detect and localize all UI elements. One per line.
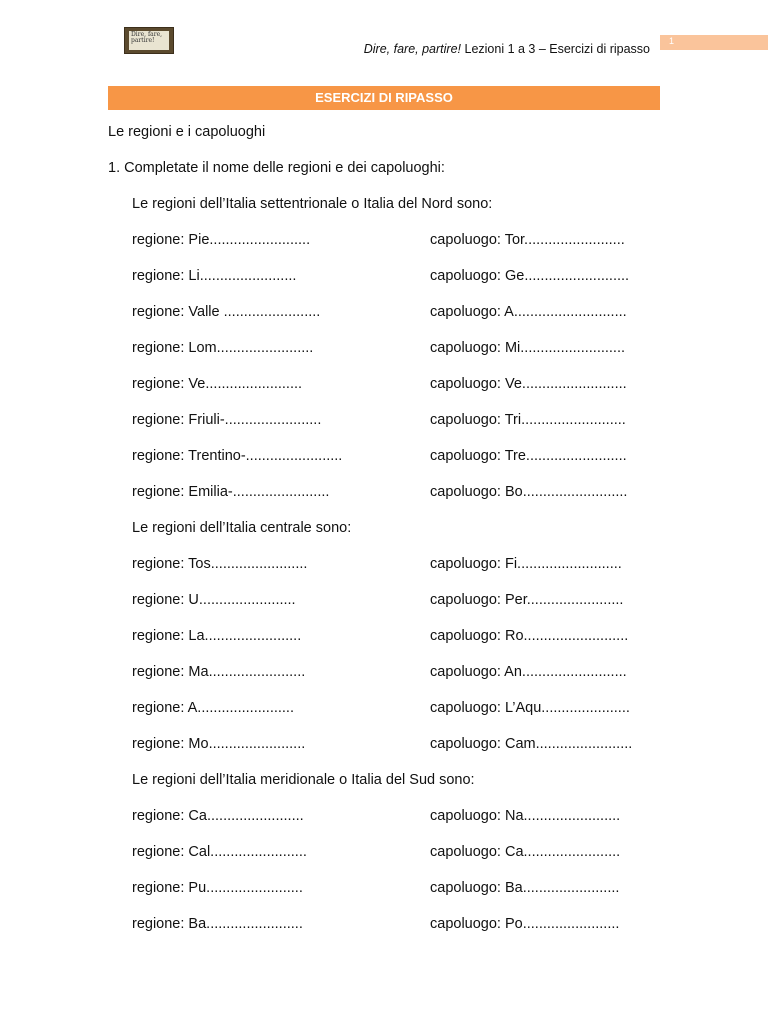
region-field: regione: Pie......................... <box>132 232 311 248</box>
logo <box>124 27 174 54</box>
capital-field: capoluogo: Per........................ <box>430 592 624 608</box>
group-heading-north: Le regioni dell’Italia settentrionale o Italia del Nord sono: <box>132 196 493 212</box>
capital-field: capoluogo: Ba........................ <box>430 880 620 896</box>
capital-field: capoluogo: Na........................ <box>430 808 621 824</box>
region-field: regione: Tos........................ <box>132 556 308 572</box>
region-field: regione: Cal........................ <box>132 844 307 860</box>
exercise-instruction: 1. Completate il nome delle regioni e dei capoluoghi: <box>108 160 445 176</box>
group-heading-south: Le regioni dell’Italia meridionale o Italia del Sud sono: <box>132 772 475 788</box>
capital-field: capoluogo: Cam........................ <box>430 736 633 752</box>
region-field: regione: Ve........................ <box>132 376 303 392</box>
region-field: regione: La........................ <box>132 628 302 644</box>
region-field: regione: U........................ <box>132 592 296 608</box>
capital-field: capoluogo: Tor......................... <box>430 232 625 248</box>
region-field: regione: Lom........................ <box>132 340 314 356</box>
group-heading-central: Le regioni dell’Italia centrale sono: <box>132 520 352 536</box>
header-title <box>300 42 650 56</box>
capital-field: capoluogo: Ro.......................... <box>430 628 629 644</box>
page-number: 1 <box>660 35 768 50</box>
capital-field: capoluogo: An.......................... <box>430 664 627 680</box>
header-title-italic: Dire, fare, partire! <box>363 42 462 56</box>
region-field: regione: Trentino-........................ <box>132 448 343 464</box>
region-field: regione: A........................ <box>132 700 294 716</box>
capital-field: capoluogo: Bo.......................... <box>430 484 628 500</box>
region-field: regione: Pu........................ <box>132 880 303 896</box>
region-field: regione: Valle ........................ <box>132 304 321 320</box>
region-field: regione: Li........................ <box>132 268 297 284</box>
banner-title: ESERCIZI DI RIPASSO <box>108 86 660 110</box>
capital-field: capoluogo: Po........................ <box>430 916 620 932</box>
region-field: regione: Emilia-........................ <box>132 484 330 500</box>
region-field: regione: Ma........................ <box>132 664 306 680</box>
header-title-rest: Lezioni 1 a 3 – Esercizi di ripasso <box>461 42 650 56</box>
capital-field: capoluogo: A............................ <box>430 304 627 320</box>
capital-field: capoluogo: L’Aqu...................... <box>430 700 630 716</box>
logo-text: Dire, fare, partire! <box>129 31 169 50</box>
region-field: regione: Mo........................ <box>132 736 306 752</box>
region-field: regione: Ca........................ <box>132 808 304 824</box>
capital-field: capoluogo: Ge.......................... <box>430 268 630 284</box>
section-title: Le regioni e i capoluoghi <box>108 124 266 140</box>
capital-field: capoluogo: Tre......................... <box>430 448 627 464</box>
capital-field: capoluogo: Ca........................ <box>430 844 621 860</box>
capital-field: capoluogo: Mi.......................... <box>430 340 626 356</box>
capital-field: capoluogo: Ve.......................... <box>430 376 627 392</box>
capital-field: capoluogo: Fi.......................... <box>430 556 622 572</box>
region-field: regione: Friuli-........................ <box>132 412 322 428</box>
region-field: regione: Ba........................ <box>132 916 303 932</box>
capital-field: capoluogo: Tri.......................... <box>430 412 626 428</box>
